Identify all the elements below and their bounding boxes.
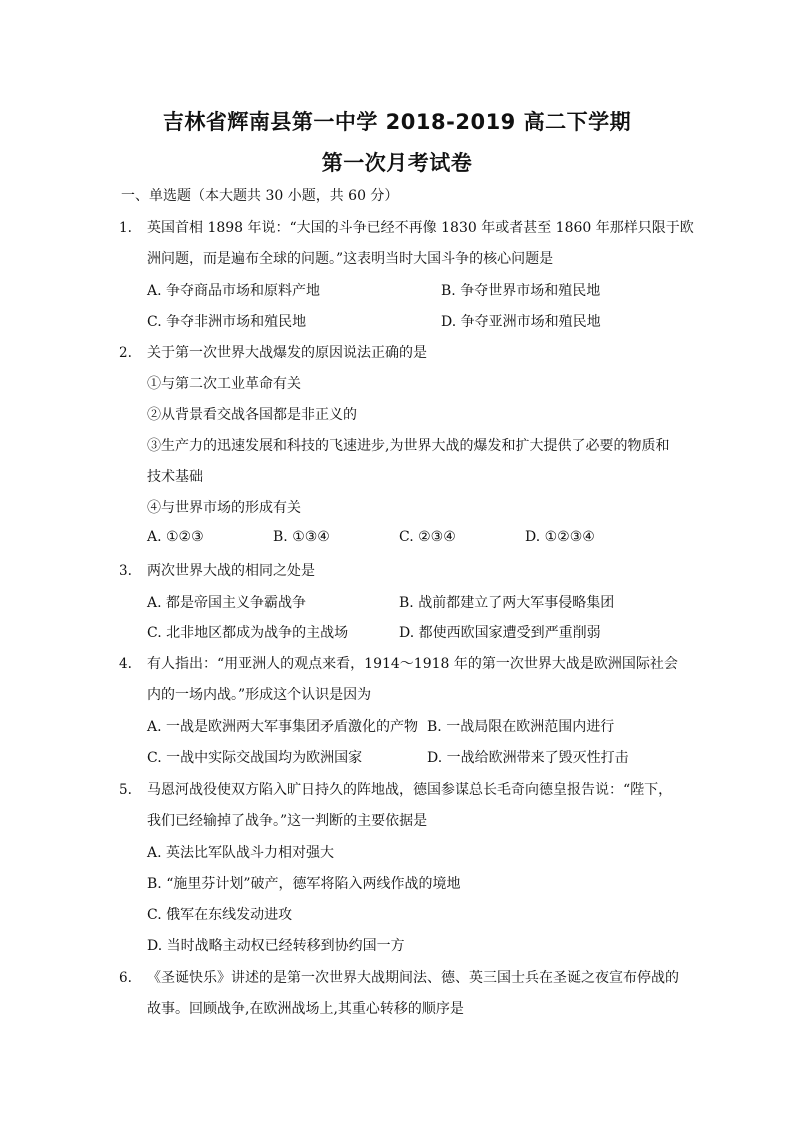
question-text: 故事。回顾战争,在欧洲战场上,其重心转移的顺序是 [147,1001,464,1017]
option-b: B. “施里芬计划”破产，德军将陷入两线作战的境地 [147,876,461,892]
question-number: 4. [119,656,132,672]
option-b: B. 争夺世界市场和殖民地 [441,283,601,299]
option-b: B. ①③④ [273,529,330,545]
question-text: 英国首相 1898 年说：“大国的斗争已经不再像 1830 年或者甚至 1860 年那样只限于欧 [147,220,694,236]
option-c: C. 一战中实际交战国均为欧洲国家 [147,750,363,766]
statement-1: ①与第二次工业革命有关 [147,376,301,392]
option-b: B. 战前都建立了两大军事侵略集团 [399,595,615,611]
option-d: D. 当时战略主动权已经转移到协约国一方 [147,938,405,954]
option-d: D. 争夺亚洲市场和殖民地 [441,314,601,330]
question-text: 马恩河战役使双方陷入旷日持久的阵地战，德国参谋总长毛奇向德皇报告说：“陛下， [147,782,673,798]
question-text: 两次世界大战的相同之处是 [147,563,315,579]
option-d: D. ①②③④ [525,529,595,545]
option-d: D. 一战给欧洲带来了毁灭性打击 [427,750,629,766]
question-text: 我们已经输掉了战争。”这一判断的主要依据是 [147,813,428,829]
statement-3-cont: 技术基础 [147,469,203,485]
question-number: 1. [119,220,132,236]
question-number: 2. [119,345,132,361]
question-text: 关于第一次世界大战爆发的原因说法正确的是 [147,345,427,361]
statement-2: ②从背景看交战各国都是非正义的 [147,407,357,423]
question-text: 有人指出：“用亚洲人的观点来看，1914～1918 年的第一次世界大战是欧洲国际社会 [147,656,678,672]
option-c: C. 争夺非洲市场和殖民地 [147,314,307,330]
option-c: C. 俄军在东线发动进攻 [147,907,293,923]
exam-title-line1: 吉林省辉南县第一中学 2018-2019 高二下学期 [162,110,632,134]
exam-title-line2: 第一次月考试卷 [321,151,473,175]
question-number: 6. [119,970,132,986]
statement-4: ④与世界市场的形成有关 [147,500,301,516]
question-number: 3. [119,563,132,579]
option-b: B. 一战局限在欧洲范围内进行 [427,719,615,735]
question-text: 内的一场内战。”形成这个认识是因为 [147,687,372,703]
option-a: A. 一战是欧洲两大军事集团矛盾激化的产物 [147,719,419,735]
statement-3: ③生产力的迅速发展和科技的飞速进步,为世界大战的爆发和扩大提供了必要的物质和 [147,438,670,454]
question-number: 5. [119,782,132,798]
question-text: 洲问题，而是遍布全球的问题。”这表明当时大国斗争的核心问题是 [147,251,554,267]
option-d: D. 都使西欧国家遭受到严重削弱 [399,625,601,641]
option-c: C. ②③④ [399,529,456,545]
option-a: A. 英法比军队战斗力相对强大 [147,845,335,861]
section-heading: 一、单选题（本大题共 30 小题，共 60 分） [121,188,399,204]
option-a: A. 都是帝国主义争霸战争 [147,595,307,611]
option-c: C. 北非地区都成为战争的主战场 [147,625,349,641]
option-a: A. 争夺商品市场和原料产地 [147,283,321,299]
option-a: A. ①②③ [147,529,204,545]
question-text: 《圣诞快乐》讲述的是第一次世界大战期间法、德、英三国士兵在圣诞之夜宣布停战的 [147,970,679,986]
